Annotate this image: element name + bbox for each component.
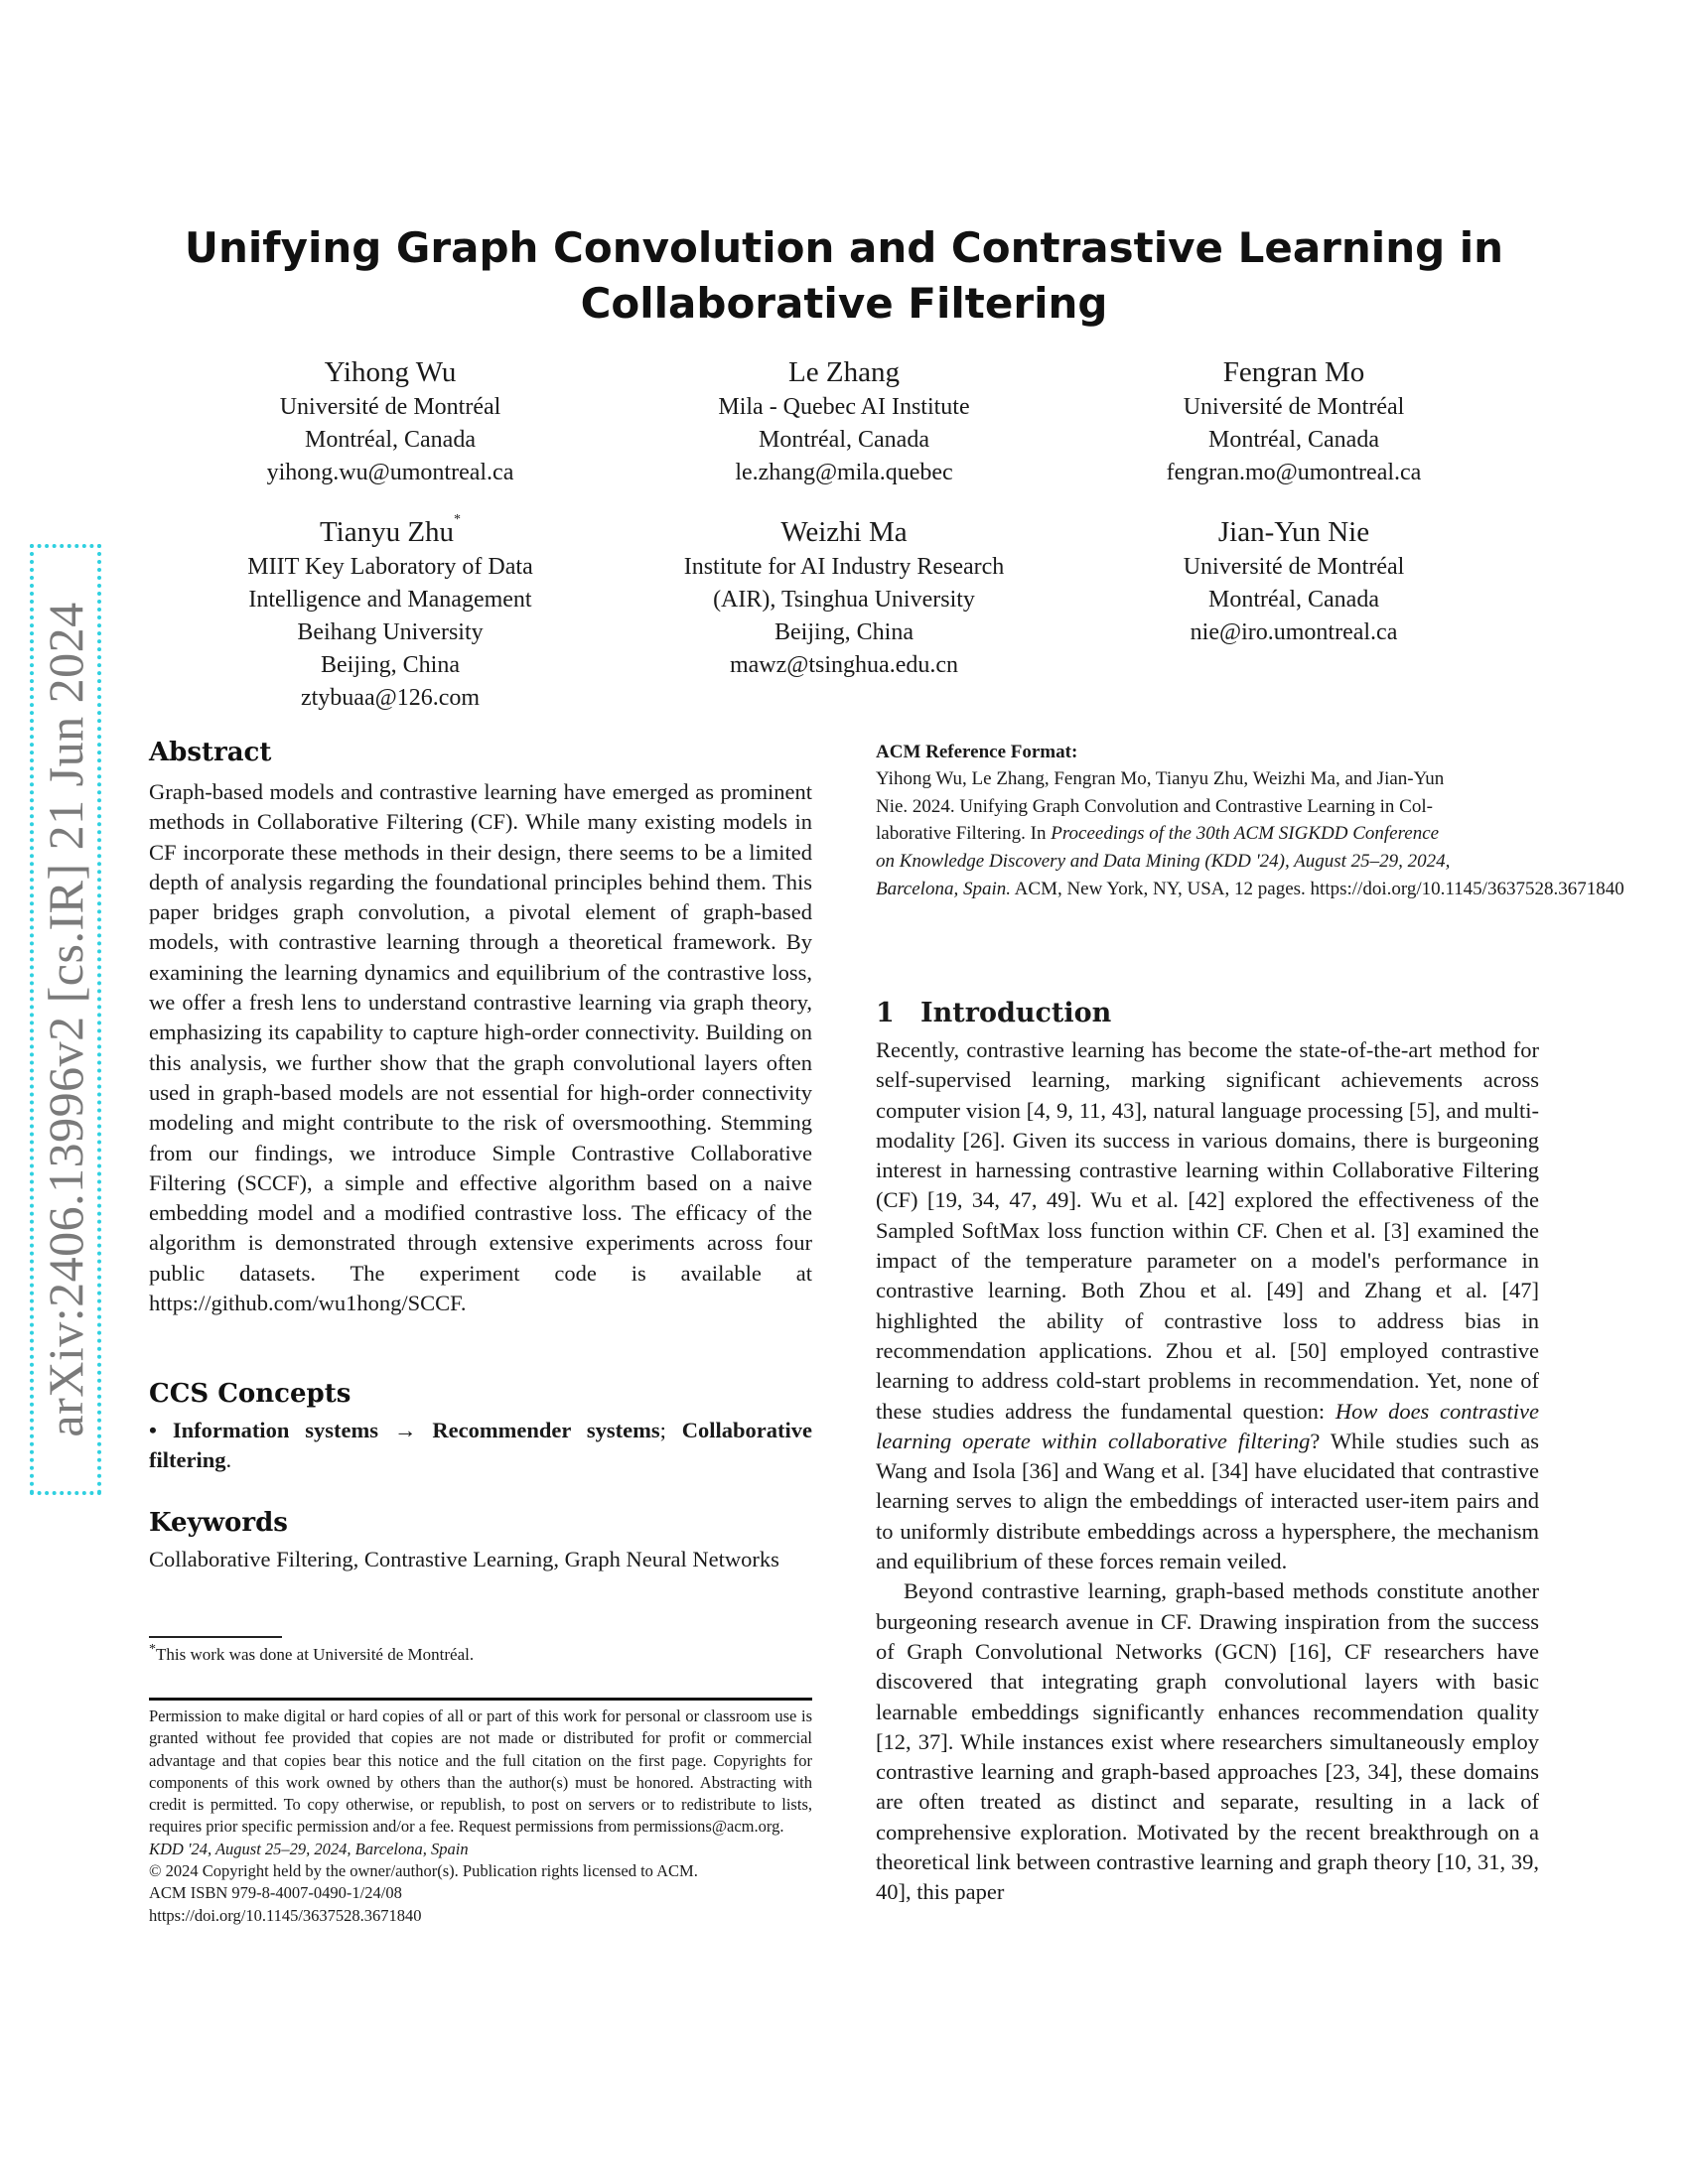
author-affiliation: (AIR), Tsinghua University (713, 587, 975, 613)
author-name: Tianyu Zhu (319, 516, 455, 548)
author-name: Jian-Yun Nie (1217, 516, 1370, 548)
ccs-bullet: • (149, 1418, 157, 1442)
abstract-heading: Abstract (149, 738, 272, 767)
ccs-separator: ; (659, 1418, 666, 1442)
author-email[interactable]: ztybuaa@126.com (300, 685, 481, 711)
author-location: Montréal, Canada (1208, 587, 1379, 613)
acm-reference (876, 740, 1624, 903)
permission-block (149, 1706, 812, 1927)
author-block (172, 513, 609, 715)
author-location: Montréal, Canada (1208, 427, 1379, 453)
author-location: Beijing, China (774, 619, 914, 645)
acm-reference-line (876, 876, 1624, 903)
acm-reference-line: on Knowledge Discovery and Data Mining (KDD '24), August 25–29, 2024, (876, 851, 1451, 873)
paragraph-text: ? While studies such as Wang and Isola [36] and Wang et al. [34] have elucidated that contrastive learning serves to align the embeddings of interacted user-item pairs and to uniformly distribute embeddings across a hypersphere, the mechanism and equilibrium of these forces remain veiled. (876, 1428, 1539, 1574)
footnote-mark: * (149, 1642, 156, 1657)
author-location: Montréal, Canada (305, 427, 476, 453)
paper-title (149, 220, 1539, 332)
author-email[interactable]: nie@iro.umontreal.ca (1190, 619, 1398, 645)
section-number: 1 (876, 998, 895, 1028)
ccs-section (149, 1378, 812, 1476)
abstract-section (149, 737, 812, 1318)
author-affiliation: Beihang University (297, 619, 484, 645)
arxiv-identifier[interactable]: arXiv:2406.13996v2 [cs.IR] 21 Jun 2024 (38, 602, 93, 1437)
footnote-mark[interactable]: * (454, 512, 462, 527)
title-line-1: Unifying Graph Convolution and Contrastive Learning in (184, 223, 1504, 272)
ccs-concept: Recommender systems (432, 1418, 660, 1442)
isbn: ACM ISBN 979-8-4007-0490-1/24/08 (149, 1883, 402, 1903)
footnote-rule (149, 1636, 282, 1638)
ccs-text (149, 1416, 812, 1476)
acm-reference-body (876, 765, 1624, 903)
section-title: Introduction (920, 998, 1112, 1028)
author-block (626, 513, 1062, 682)
abstract-text: Graph-based models and contrastive learning have emerged as prominent methods in Collaborative Filtering (CF). While many existing models in CF incorporate these methods in their design, there seems to be a limited depth of analysis regarding the foundational principles behind them. This paper bridges graph convolution, a pivotal element of graph-based models, with contrastive learning through a theoretical framework. By examining the learning dynamics and equilibrium of the contrastive loss, we offer a fresh lens to understand contrastive learning via graph theory, emphasizing its capability to capture high-order connectivity. Building on this analysis, we further show that the graph convolutional layers often used in graph-based models are not essential for high-order connectivity modeling and might contribute to the risk of oversmoothing. Stemming from our findings, we introduce Simple Contrastive Collaborative Filtering (SCCF), a simple and effective algorithm based on a naive embedding model and a modified contrastive loss. The efficacy of the algorithm is demonstrated through extensive experiments across four public datasets. The experiment code is available at https://github.com/wu1hong/SCCF. (149, 779, 812, 1316)
author-email[interactable]: fengran.mo@umontreal.ca (1166, 460, 1422, 485)
acm-reference-line: Nie. 2024. Unifying Graph Convolution and Contrastive Learning in Col- (876, 795, 1433, 817)
keywords-heading: Keywords (149, 1508, 288, 1538)
keywords-text: Collaborative Filtering, Contrastive Learning, Graph Neural Networks (149, 1547, 779, 1571)
title-line-2: Collaborative Filtering (580, 279, 1108, 328)
author-affiliation: Mila - Quebec AI Institute (718, 394, 970, 420)
permission-text: Permission to make digital or hard copies of all or part of this work for personal or classroom use is granted without fee provided that copies are not made or distributed for profit or commercial advantage and that copies bear this notice and the full citation on the first page. Copyrights for components of this work owned by others than the author(s) must be honored. Abstracting with credit is permitted. To copy otherwise, or republish, to post on servers or to redistribute to lists, requires prior specific permission and/or a fee. Request permissions from permissions@acm.org. (149, 1706, 812, 1837)
author-affiliation: Intelligence and Management (248, 587, 532, 613)
introduction-section (876, 997, 1539, 1908)
introduction-paragraph: Beyond contrastive learning, graph-based methods constitute another burgeoning research avenue in CF. Drawing inspiration from the success of Graph Convolutional Networks (GCN) [16], CF researchers have discovered that integrating graph convolutional layers with basic learnable embeddings significantly enhances recommendation quality [12, 37]. While instances exist where researchers simultaneously employ contrastive learning and graph-based approaches [23, 34], these domains are often treated as distinct and separate, resulting in a lack of comprehensive exploration. Motivated by the recent breakthrough on a theoretical link between contrastive learning and graph theory [10, 31, 39, 40], this paper (876, 1578, 1539, 1905)
introduction-paragraph (876, 1035, 1539, 1576)
conference-venue: KDD '24, August 25–29, 2024, Barcelona, Spain (149, 1839, 469, 1858)
author-location: Montréal, Canada (759, 427, 929, 453)
acm-reference-text: laborative Filtering. In (876, 823, 1052, 845)
author-affiliation: Université de Montréal (1183, 394, 1405, 420)
acm-reference-line (876, 820, 1539, 848)
author-name-row (172, 513, 609, 551)
acm-reference-publisher[interactable]: ACM, New York, NY, USA, 12 pages. https://doi.org/10.1145/3637528.3671840 (1010, 878, 1624, 899)
author-block (172, 353, 609, 489)
research-question: How does contrastive learning operate within collaborative filtering (876, 1398, 1539, 1453)
author-affiliation: MIIT Key Laboratory of Data (247, 554, 533, 580)
author-name: Weizhi Ma (780, 516, 908, 548)
paragraph-text: Recently, contrastive learning has become the state-of-the-art method for self-supervised learning, marking significant achievements across computer vision [4, 9, 11, 43], natural language processing [5], and multi-modality [26]. Given its success in various domains, there is burgeoning interest in harnessing contrastive learning within Collaborative Filtering (CF) [19, 34, 47, 49]. Wu et al. [42] explored the effectiveness of the Sampled SoftMax loss function within CF. Chen et al. [3] examined the impact of the temperature parameter on a model's performance in contrastive learning. Both Zhou et al. [49] and Zhang et al. [47] highlighted the ability of contrastive loss to address bias in recommendation applications. Zhou et al. [50] employed contrastive learning to address cold-start problems in recommendation. Yet, none of these studies address the fundamental question: (876, 1037, 1539, 1424)
author-email[interactable]: yihong.wu@umontreal.ca (266, 460, 514, 485)
keywords-section (149, 1507, 812, 1574)
author-affiliation: Institute for AI Industry Research (683, 554, 1005, 580)
author-block (1075, 513, 1512, 649)
author-affiliation: Université de Montréal (279, 394, 501, 420)
acm-reference-line: Yihong Wu, Le Zhang, Fengran Mo, Tianyu Zhu, Weizhi Ma, and Jian-Yun (876, 768, 1445, 789)
footnote (149, 1643, 812, 1667)
author-email[interactable]: mawz@tsinghua.edu.cn (729, 652, 959, 678)
author-block (1075, 353, 1512, 489)
ccs-concept: Collaborative filtering (149, 1418, 813, 1473)
acm-reference-location: Barcelona, Spain. (876, 878, 1011, 899)
author-name: Le Zhang (788, 356, 900, 388)
ccs-arrow: → (393, 1418, 417, 1442)
acm-reference-proceedings: Proceedings of the 30th ACM SIGKDD Conference (1051, 823, 1440, 845)
ccs-end: . (225, 1447, 232, 1473)
footnote-text: This work was done at Université de Montréal. (156, 1645, 475, 1664)
acm-reference-heading: ACM Reference Format: (876, 742, 1078, 762)
permission-rule (149, 1698, 812, 1701)
author-email[interactable]: le.zhang@mila.quebec (735, 460, 953, 485)
copyright-notice: © 2024 Copyright held by the owner/author(s). Publication rights licensed to ACM. (149, 1861, 698, 1881)
arxiv-stamp (30, 544, 101, 1495)
doi-link[interactable]: https://doi.org/10.1145/3637528.3671840 (149, 1905, 422, 1925)
author-location: Beijing, China (321, 652, 460, 678)
ccs-concept: Information systems (172, 1418, 378, 1442)
author-block (626, 353, 1062, 489)
introduction-heading (876, 997, 1539, 1030)
author-name: Yihong Wu (324, 356, 457, 388)
author-affiliation: Université de Montréal (1183, 554, 1405, 580)
author-name: Fengran Mo (1222, 356, 1365, 388)
ccs-heading: CCS Concepts (149, 1379, 352, 1409)
